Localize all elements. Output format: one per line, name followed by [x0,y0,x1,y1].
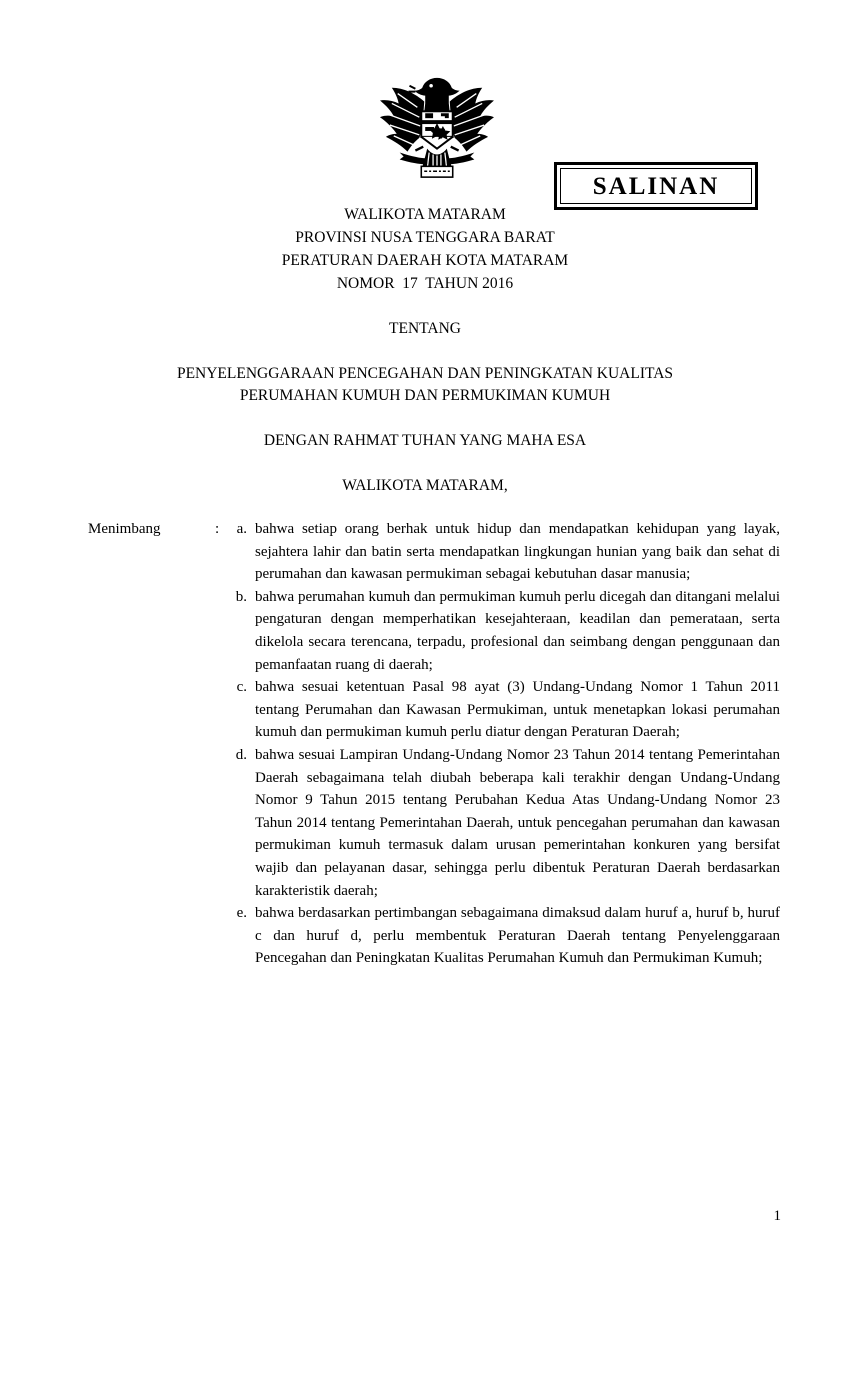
considering-item-e [0,902,850,970]
considering-item-letter: c. [236,679,247,696]
considering-item-letter: e. [236,905,247,922]
considering-item-d [0,744,850,902]
considering-item-letter: a. [236,521,247,537]
considering-item-text: bahwa sesuai Lampiran Undang-Undang Nomor 23 Tahun 2014 tentang Pemerintahan Daerah sebagaimana telah diubah beberapa kali terakhir dengan Undang-Undang Nomor 9 Tahun 2015 tentang Perubahan Kedua Atas Undang-Undang Nomor 23 Tahun 2014 tentang Pemerintahan Daerah, untuk pencegahan perumahan dan kawasan permukiman kumuh termasuk dalam urusan pemerintahan konkuren yang bersifat wajib dan pelayanan dasar, sehingga perlu dibentuk Peraturan Daerah berdasarkan karakteristik daerah; [255,746,780,899]
considering-items [0,518,850,970]
considering-item-text: bahwa berdasarkan pertimbangan sebagaimana dimaksud dalam huruf a, huruf b, huruf c dan huruf d, perlu membentuk Peraturan Daerah tentang Penyelenggaraan Pencegahan dan Peningkatan Kualitas Perumahan Kumuh dan Permukiman Kumuh; [255,905,780,967]
considering-block [0,518,850,970]
considering-label: Menimbang [88,521,161,537]
garuda-pancasila-icon [378,72,496,184]
considering-item-letter: b. [235,588,247,605]
authority-line: WALIKOTA MATARAM, [342,477,508,494]
considering-item-letter: d. [235,746,247,763]
heading-line-walikota: WALIKOTA MATARAM [344,206,506,223]
heading-line-provinsi: PROVINSI NUSA TENGGARA BARAT [295,229,555,246]
salinan-stamp-inner [560,168,752,204]
considering-item-a [0,518,850,586]
heading-line-nomor: NOMOR 17 TAHUN 2016 [336,275,514,292]
considering-item-text: bahwa sesuai ketentuan Pasal 98 ayat (3) Undang-Undang Nomor 1 Tahun 2011 tentang Perumahan dan Kawasan Permukiman, untuk menetapkan lokasi perumahan kumuh dan permukiman kumuh perlu diatur dengan Peraturan Daerah; [255,679,780,741]
heading-line-peraturan: PERATURAN DAERAH KOTA MATARAM [281,252,569,269]
title-line-1: PENYELENGGARAAN PENCEGAHAN DAN PENINGKATAN KUALITAS [176,365,674,382]
document-header [0,72,850,200]
considering-item-b [0,586,850,676]
considering-item-c [0,676,850,744]
considering-item-text: bahwa perumahan kumuh dan permukiman kumuh perlu dicegah dan ditangani melalui pengaturan dengan memperhatikan kesejahteraan, keadilan dan pemerataan, serta dikelola secara terencana, terpadu, profesional dan seimbang dengan penggunaan dan pemanfaatan ruang di daerah; [255,588,780,673]
salinan-label: SALINAN [592,172,720,200]
invocation-line: DENGAN RAHMAT TUHAN YANG MAHA ESA [263,432,587,449]
considering-item-text: bahwa setiap orang berhak untuk hidup dan mendapatkan kehidupan yang layak, sejahtera lahir dan batin serta mendapatkan lingkungan hunian yang baik dan sehat di perumahan dan kawasan permukiman sebagai kebutuhan dasar manusia; [255,521,780,583]
page-number: 1 [773,1208,781,1224]
salinan-stamp [554,162,758,210]
tentang-label: TENTANG [389,320,461,337]
considering-colon: : [215,521,220,537]
title-line-2: PERUMAHAN KUMUH DAN PERMUKIMAN KUMUH [239,387,611,404]
